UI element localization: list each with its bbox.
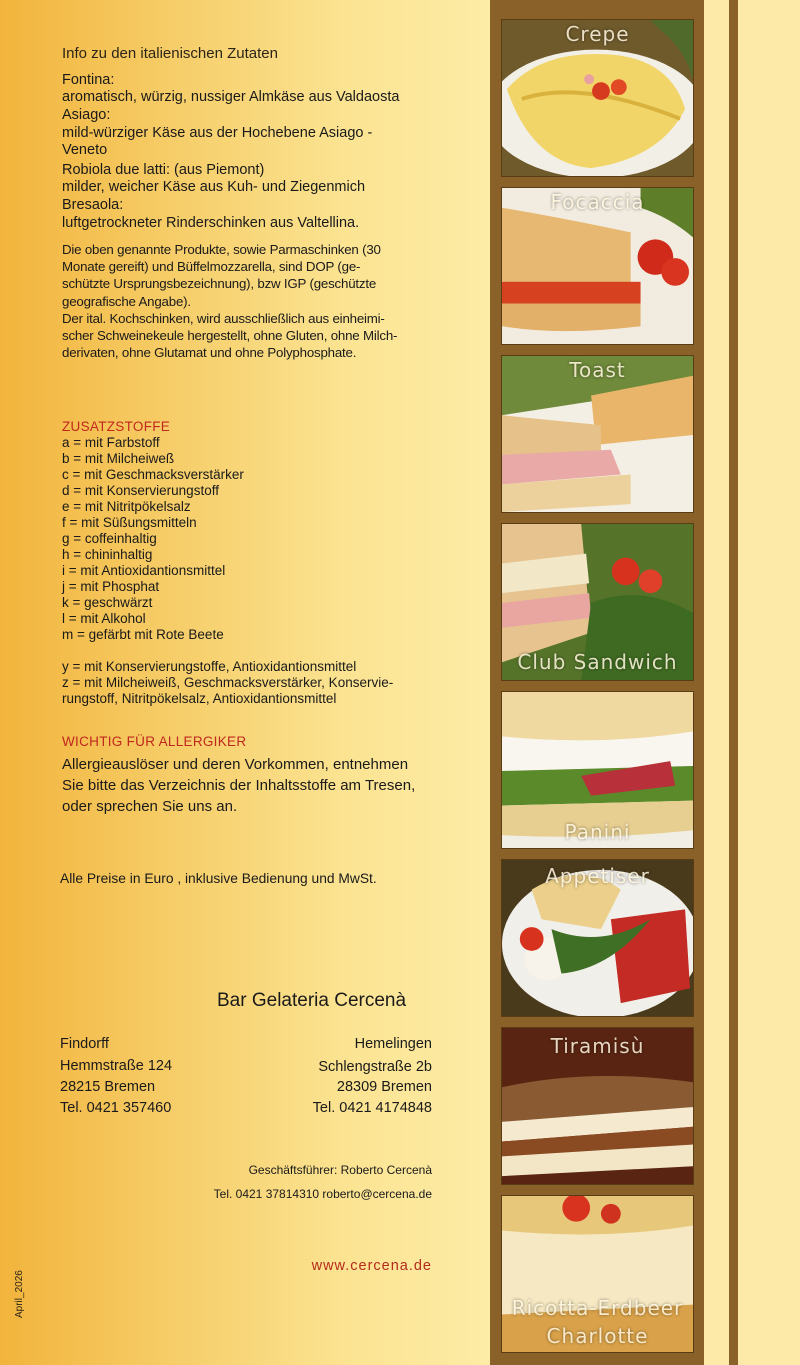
additive-item: l = mit Alkohol [62, 611, 146, 626]
ingredients-paragraph-line: Die oben genannte Produkte, sowie Parmaschinken (30 [62, 242, 381, 257]
allergy-line: oder sprechen Sie uns an. [62, 798, 238, 815]
location-label: Hemelingen [354, 1036, 432, 1052]
ingredient-name: Robiola due latti: (aus Piemont) [62, 162, 265, 178]
location-phone: Tel. 0421 4174848 [312, 1100, 432, 1116]
photo-tiramisu [501, 1027, 694, 1185]
photo-appetiser [501, 859, 694, 1017]
contact-info[interactable]: Tel. 0421 37814310 roberto@cercena.de [213, 1187, 432, 1201]
location-street: Hemmstraße 124 [60, 1058, 173, 1074]
allergy-line: Allergieauslöser und deren Vorkommen, entnehmen [62, 756, 409, 773]
photo-toast [501, 355, 694, 513]
additive-item: i = mit Antioxidantionsmittel [62, 563, 226, 578]
ingredient-desc: luftgetrockneter Rinderschinken aus Valtellina. [62, 215, 360, 231]
ingredients-paragraph-line: Monate gereift) und Büffelmozzarella, sind DOP (ge- [62, 259, 361, 274]
photo-label: Charlotte [546, 1324, 649, 1348]
additive-item: k = geschwärzt [62, 595, 153, 610]
photo-label: Focaccia [550, 190, 645, 214]
ingredient-name: Fontina: [62, 72, 115, 88]
right-margin [704, 0, 800, 1365]
location-label: Findorff [60, 1036, 109, 1052]
additive-item: j = mit Phosphat [62, 579, 160, 594]
additive-item: m = gefärbt mit Rote Beete [62, 627, 224, 642]
photo-label: Club Sandwich [517, 650, 678, 674]
business-name: Bar Gelateria Cercenà [217, 990, 407, 1011]
photo-club-sandwich [501, 523, 694, 681]
additive-item: c = mit Geschmacksverstärker [62, 467, 244, 482]
additive-item: e = mit Nitritpökelsalz [62, 499, 191, 514]
additive-item: b = mit Milcheiweß [62, 451, 175, 466]
allergy-title: WICHTIG FÜR ALLERGIKER [62, 734, 247, 749]
location-city: 28309 Bremen [336, 1079, 432, 1095]
photo-panini [501, 691, 694, 849]
additive-item: rungstoff, Nitritpökelsalz, Antioxidantionsmittel [62, 691, 337, 706]
manager-info: Geschäftsführer: Roberto Cercenà [248, 1163, 432, 1177]
photo-label: Panini [564, 820, 631, 844]
ingredients-paragraph-line: scher Schweinekeule hergestellt, ohne Gluten, ohne Milch- [62, 328, 398, 343]
prices-note: Alle Preise in Euro , inklusive Bedienung und MwSt. [60, 871, 377, 886]
right-divider-bar [729, 0, 738, 1365]
date-stamp: April_2026 [14, 1270, 25, 1318]
additive-item: g = coffeinhaltig [62, 531, 157, 546]
location-street: Schlengstraße 2b [318, 1059, 432, 1075]
photo-label: Appetiser [545, 864, 650, 888]
ingredient-name: Asiago: [62, 107, 111, 123]
photo-label: Tiramisù [550, 1034, 645, 1058]
ingredients-title: Info zu den italienischen Zutaten [62, 45, 278, 62]
photo-label: Crepe [565, 22, 630, 46]
photo-label: Ricotta-Erdbeer [511, 1296, 684, 1320]
ingredient-desc: aromatisch, würzig, nussiger Almkäse aus Valdaosta [62, 89, 400, 105]
photo-focaccia [501, 187, 694, 345]
ingredients-paragraph-line: schützte Ursprungsbezeichnung), bzw IGP (geschützte [62, 276, 377, 291]
additive-item: d = mit Konservierungstoff [62, 483, 219, 498]
location-phone: Tel. 0421 357460 [60, 1100, 172, 1116]
additive-item: y = mit Konservierungstoffe, Antioxidantionsmittel [62, 659, 357, 674]
ingredients-paragraph-line: derivaten, ohne Glutamat und ohne Polyphosphate. [62, 345, 357, 360]
ingredient-desc: Veneto [62, 142, 108, 158]
website-link[interactable]: www.cercena.de [311, 1258, 432, 1274]
photo-label: Toast [569, 358, 626, 382]
location-city: 28215 Bremen [60, 1079, 156, 1095]
allergy-line: Sie bitte das Verzeichnis der Inhaltsstoffe am Tresen, [62, 777, 416, 794]
ingredient-name: Bresaola: [62, 197, 124, 213]
ingredients-paragraph-line: geografische Angabe). [62, 294, 191, 309]
additive-item: z = mit Milcheiweiß, Geschmacksverstärker, Konservie- [62, 675, 394, 690]
additive-item: h = chininhaltig [62, 547, 153, 562]
photo-ricotta-charlotte [501, 1195, 694, 1353]
ingredient-desc: mild-würziger Käse aus der Hochebene Asiago - [62, 125, 373, 141]
additive-item: f = mit Süßungsmitteln [62, 515, 197, 530]
additives-title: ZUSATZSTOFFE [62, 419, 171, 434]
additive-item: a = mit Farbstoff [62, 435, 160, 450]
photo-crepe [501, 19, 694, 177]
ingredient-desc: milder, weicher Käse aus Kuh- und Ziegenmich [62, 179, 366, 195]
ingredients-paragraph-line: Der ital. Kochschinken, wird ausschließlich aus einheimi- [62, 311, 385, 326]
